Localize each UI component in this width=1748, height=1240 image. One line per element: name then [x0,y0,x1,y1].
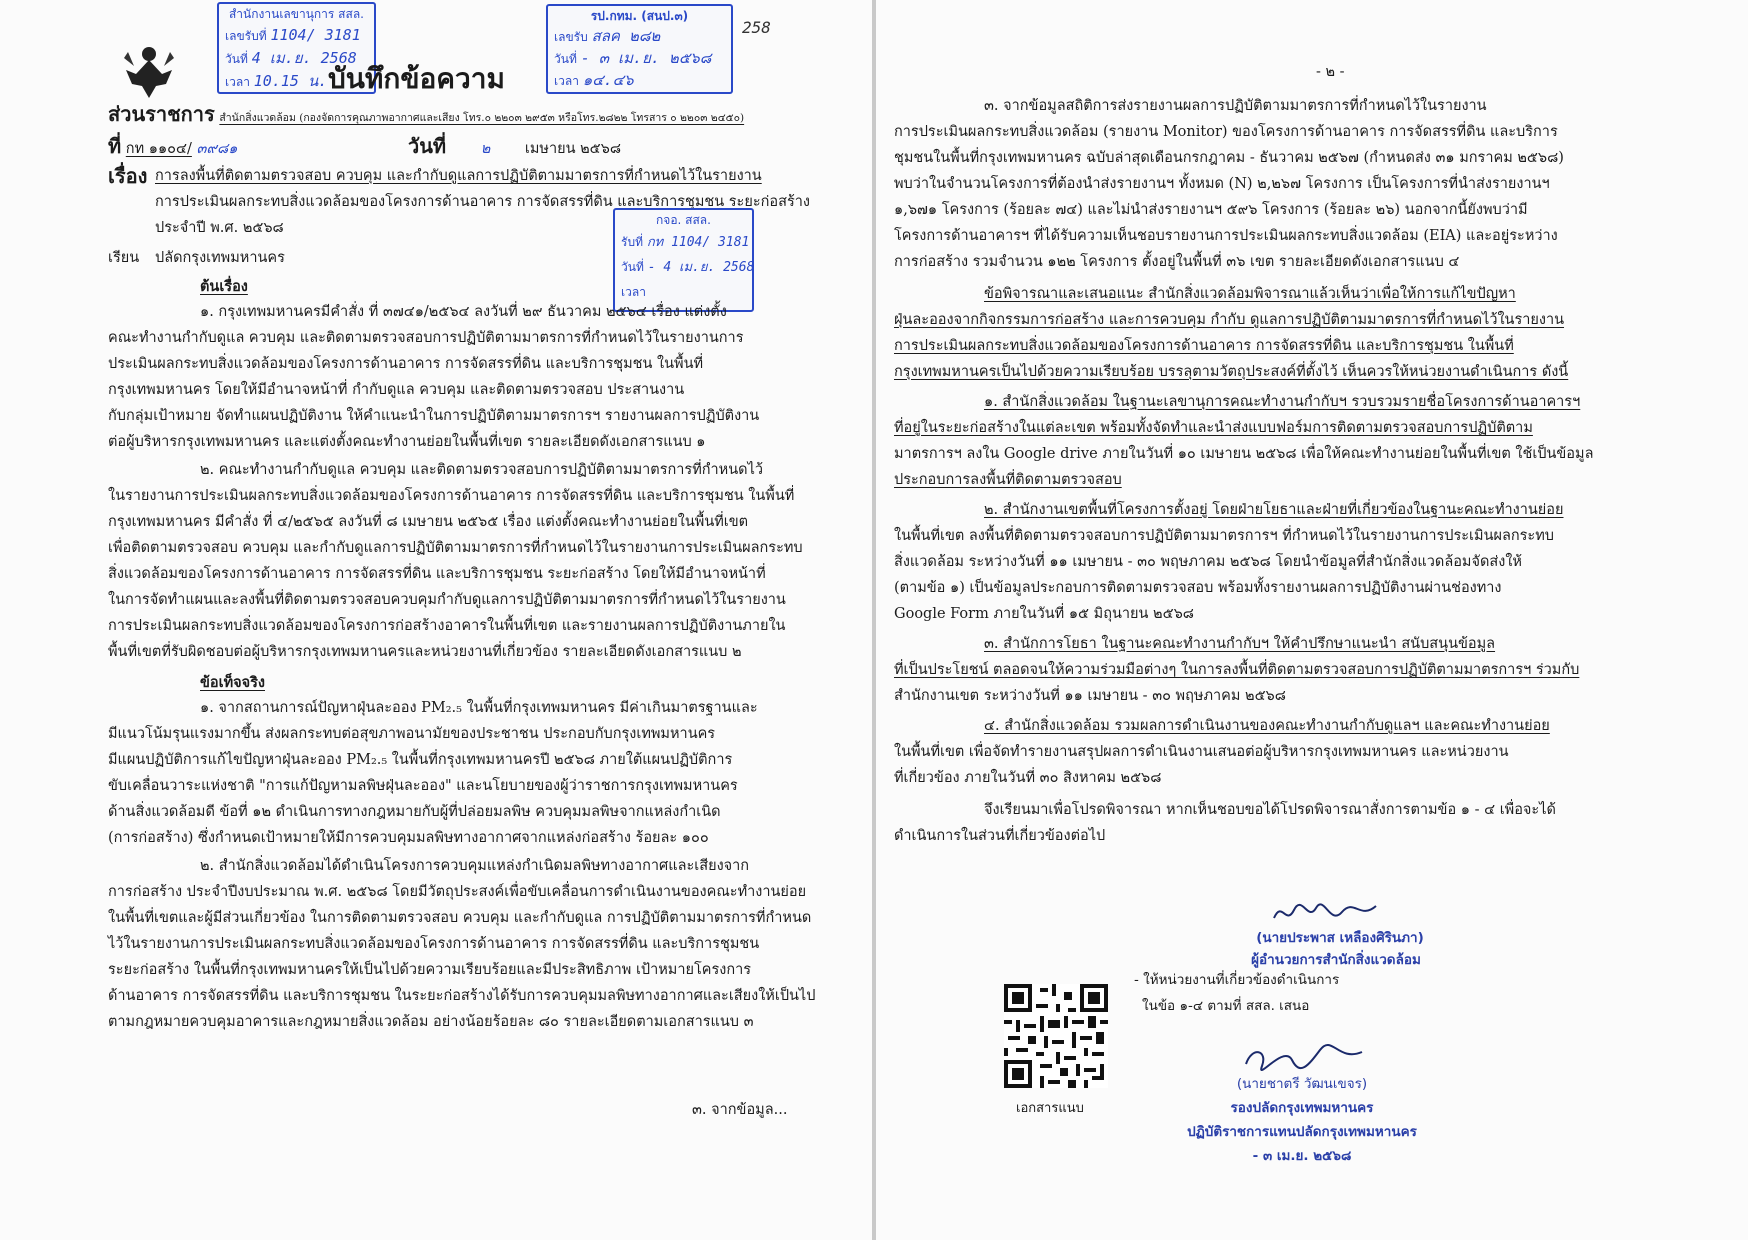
memo-page-1 [0,0,872,1240]
qr-code-icon[interactable] [1004,984,1108,1088]
date-line [408,132,621,164]
stamp-label: วันที่ [225,52,248,66]
recommend2-line: Google Form ภายในวันที่ ๑๕ มิถุนายน ๒๕๖๘ [894,606,1194,622]
recommend2-line: สิ่งแวดล้อม ระหว่างวันที่ ๑๑ เมษายน - ๓๐ พฤษภาคม ๒๕๖๘ โดยนำข้อมูลที่สำนักสิ่งแวดล้อมจัดส่งให้ [894,554,1522,570]
signer1-title: ผู้อำนวยการสำนักสิ่งแวดล้อม [1251,952,1421,968]
page-number: - ๒ - [1316,64,1345,80]
consider-line: การประเมินผลกระทบสิ่งแวดล้อมของโครงการด้านอาคาร การจัดสรรที่ดิน และบริการชุมชน ในพื้นที่ [894,338,1514,354]
signer2-name: (นายชาตรี วัฒนเขจร) [1236,1076,1368,1092]
reference-line [108,132,237,164]
para2-line: ๒. คณะทำงานกำกับดูแล ควบคุม และติดตามตรวจสอบการปฏิบัติตามมาตรการที่กำหนดไว้ [200,462,764,478]
garuda-emblem-icon [118,40,180,102]
signer2-title: รองปลัดกรุงเทพมหานคร [1230,1100,1374,1116]
stamp-label: เลขรับที่ [225,29,267,43]
fact2-line: ๒. สำนักสิ่งแวดล้อมได้ดำเนินโครงการควบคุมแหล่งกำเนิดมลพิษทางอากาศและเสียงจาก [200,858,750,874]
signature-2-scribble [1238,1036,1368,1076]
recommend3-line: ๓. สำนักการโยธา ในฐานะคณะทำงานกำกับฯ ให้คำปรึกษาแนะนำ สนับสนุนข้อมูล [984,636,1496,652]
corner-handwritten-number: 258 [742,18,771,37]
fact1-line: (การก่อสร้าง) ซึ่งกำหนดเป้าหมายให้มีการควบคุมมลพิษทางอากาศจากแหล่งก่อสร้าง ร้อยละ ๑๐๐ [108,830,709,846]
stamp-handwritten-value: 4 เม.ย. 2568 [251,49,357,67]
date-handwritten: ๒ [480,141,491,157]
recommend4-line: ๔. สำนักสิ่งแวดล้อม รวมผลการดำเนินงานของคณะทำงานกำกับดูแลฯ และคณะทำงานย่อย [984,718,1550,734]
stamp-label: วันที่ [554,52,577,66]
salutation-value: ปลัดกรุงเทพมหานคร [155,250,285,266]
para2-line: สิ่งแวดล้อมของโครงการด้านอาคาร การจัดสรรที่ดิน และบริการชุมชน ระยะก่อสร้าง โดยให้มีอำนาจหน้าที่ [108,566,766,582]
signer1-name: (นายประพาส เหลืองศิรินภา) [1256,930,1424,946]
recommend1-line: ๑. สำนักสิ่งแวดล้อม ในฐานะเลขานุการคณะทำงานกำกับฯ รวบรวมรายชื่อโครงการด้านอาคารฯ [984,394,1581,410]
department-value: สำนักสิ่งแวดล้อม (กองจัดการคุณภาพอากาศและเสียง โทร.๐ ๒๒๐๓ ๒๙๕๓ หรือโทร.๒๘๒๒ โทรสาร ๐ ๒๒๐๓ ๒๔๕๐) [219,112,745,124]
para2-line: เพื่อติดตามตรวจสอบ ควบคุม และกำกับดูแลการปฏิบัติตามมาตรการที่กำหนดไว้ในรายงานการประเมินผลกระทบ [108,540,803,556]
item3-line: การประเมินผลกระทบสิ่งแวดล้อม (รายงาน Monitor) ของโครงการด้านอาคาร การจัดสรรที่ดิน และบริการ [894,124,1558,140]
fact1-line: ขับเคลื่อนวาระแห่งชาติ "การแก้ปัญหามลพิษฝุ่นละออง" และนโยบายของผู้ว่าราชการกรุงเทพมหานคร [108,778,738,794]
para2-line: พื้นที่เขตที่รับผิดชอบต่อผู้บริหารกรุงเทพมหานครและหน่วยงานที่เกี่ยวข้อง รายละเอียดดังเอกสารแนบ ๒ [108,644,742,660]
fact1-line: มีแนวโน้มรุนแรงมากขึ้น ส่งผลกระทบต่อสุขภาพอนามัยของประชาชน ประกอบกับกรุงเทพมหานคร [108,726,716,742]
stamp-handwritten-value: - ๓ เม.ย. ๒๕๖๘ [580,49,712,67]
subject-line-2: การประเมินผลกระทบสิ่งแวดล้อมของโครงการด้านอาคาร การจัดสรรที่ดิน และบริการชุมชน ระยะก่อสร้าง [155,194,810,210]
para2-line: การประเมินผลกระทบสิ่งแวดล้อมของโครงการก่อสร้างอาคารในพื้นที่เขต และรายงานผลการปฏิบัติงานภายใน [108,618,786,634]
consider-line: ฝุ่นละอองจากกิจกรรมการก่อสร้าง และการควบคุม กำกับ ดูแลการปฏิบัติตามมาตรการที่กำหนดไว้ในรายงาน [894,312,1565,328]
stamp-header: รป.กทม. (สนป.๓) [590,9,689,23]
fact2-line: ในพื้นที่เขตและผู้มีส่วนเกี่ยวข้อง ในการติดตามตรวจสอบ ควบคุม และกำกับดูแล การปฏิบัติตามมาตรการที่กำหนด [108,910,812,926]
order-line: ในข้อ ๑-๔ ตามที่ สสล. เสนอ [1142,998,1310,1014]
qr-caption: เอกสารแนบ [1016,1101,1084,1116]
recommend2-line: ในพื้นที่เขต ลงพื้นที่ติดตามตรวจสอบการปฏิบัติตามมาตรการฯ ที่กำหนดไว้ในรายงานการประเมินผลกระทบ [894,528,1554,544]
stamp-label: เวลา [225,75,250,89]
stamp-handwritten-value: 1104/ 3181 [270,26,361,44]
reference-value: กท ๑๑๐๔/ [125,141,192,157]
recommend4-line: ที่เกี่ยวข้อง ภายในวันที่ ๓๐ สิงหาคม ๒๕๖๘ [894,770,1162,786]
recommend2-line: ๒. สำนักงานเขตพื้นที่โครงการตั้งอยู่ โดยฝ่ายโยธาและฝ่ายที่เกี่ยวข้องในฐานะคณะทำงานย่อย [984,502,1564,518]
fact2-line: ด้านอาคาร การจัดสรรที่ดิน และบริการชุมชน ในระยะก่อสร้างได้รับการควบคุมมลพิษทางอากาศและเสียงให้เป็นไป [108,988,816,1004]
recommend4-line: ในพื้นที่เขต เพื่อจัดทำรายงานสรุปผลการดำเนินงานเสนอต่อผู้บริหารกรุงเทพมหานคร และหน่วยงาน [894,744,1509,760]
salutation-label: เรียน [108,250,140,266]
department-line [108,100,744,132]
recommend1-line: มาตรการฯ ลงใน Google drive ภายในวันที่ ๑๐ เมษายน ๒๕๖๘ เพื่อให้คณะทำงานย่อยในพื้นที่เขต ใช้เป็นข้อมูล [894,446,1594,462]
stamp-handwritten-value: ๑๔.๔๖ [582,71,634,89]
stamp-header: สำนักงานเลขานุการ สสล. [228,7,364,21]
consider-line: กรุงเทพมหานครเป็นไปด้วยความเรียบร้อย บรรลุตามวัตถุประสงค์ที่ตั้งไว้ เห็นควรให้หน่วยงานดำเนินการ ดังนี้ [894,364,1569,380]
item3-line: โครงการด้านอาคารฯ ที่ได้รับความเห็นชอบรายงานการประเมินผลกระทบสิ่งแวดล้อม (EIA) และอยู่ระหว่าง [894,228,1558,244]
recommend2-line: (ตามข้อ ๑) เป็นข้อมูลประกอบการติดตามตรวจสอบ พร้อมทั้งรายงานผลการปฏิบัติงานผ่านช่องทาง [894,580,1502,596]
para2-line: ในรายงานการประเมินผลกระทบสิ่งแวดล้อมของโครงการด้านอาคาร การจัดสรรที่ดิน และบริการชุมชน ในพื้นที่ [108,488,795,504]
para1-line: ๑. กรุงเทพมหานครมีคำสั่ง ที่ ๓๗๔๑/๒๕๖๔ ลงวันที่ ๒๙ ธันวาคม ๒๕๖๔ เรื่อง แต่งตั้ง [200,304,727,320]
para2-line: ในการจัดทำแผนและลงพื้นที่ติดตามตรวจสอบควบคุมกำกับดูแลการปฏิบัติตามมาตรการที่กำหนดไว้ในรายงาน [108,592,786,608]
para1-line: ต่อผู้บริหารกรุงเทพมหานคร และแต่งตั้งคณะทำงานย่อยในพื้นที่เขต รายละเอียดดังเอกสารแนบ ๑ [108,434,706,450]
subject-line-3: ประจำปี พ.ศ. ๒๕๖๘ [155,220,284,236]
continued-marker: ๓. จากข้อมูล... [692,1102,788,1118]
receipt-stamp-bma [546,4,733,94]
recommend1-line: ประกอบการลงพื้นที่ติดตามตรวจสอบ [894,472,1122,488]
fact1-line: มีแผนปฏิบัติการแก้ไขปัญหาฝุ่นละออง PM₂.₅ ในพื้นที่กรุงเทพมหานครปี ๒๕๖๘ ภายใต้แผนปฏิบัติการ [108,752,733,768]
department-label: ส่วนราชการ [108,102,215,126]
para1-line: ประเมินผลกระทบสิ่งแวดล้อมของโครงการด้านอาคาร การจัดสรรที่ดิน และบริการชุมชน ในพื้นที่ [108,356,704,372]
para1-line: กับกลุ่มเป้าหมาย จัดทำแผนปฏิบัติงาน ให้คำแนะนำในการปฏิบัติตามมาตรการฯ รายงานผลการปฏิบัติงาน [108,408,760,424]
fact2-line: ตามกฎหมายควบคุมอาคารและกฎหมายสิ่งแวดล้อม อย่างน้อยร้อยละ ๘๐ รายละเอียดตามเอกสารแนบ ๓ [108,1014,754,1030]
stamp-label: เลขรับ [554,30,588,44]
item3-line: ๑,๖๗๑ โครงการ (ร้อยละ ๗๔) และไม่นำส่งรายงานฯ ๕๙๖ โครงการ (ร้อยละ ๒๖) นอกจากนี้ยังพบว่ามี [894,202,1528,218]
para2-line: กรุงเทพมหานคร มีคำสั่ง ที่ ๔/๒๕๖๕ ลงวันที่ ๘ เมษายน ๒๕๖๕ เรื่อง แต่งตั้งคณะทำงานย่อยในพื้นที่เขต [108,514,749,530]
closing-line: ดำเนินการในส่วนที่เกี่ยวข้องต่อไป [894,828,1106,844]
memo-page-2 [876,0,1748,1240]
stamp-label: เวลา [621,285,646,299]
date-value: เมษายน ๒๕๖๘ [524,141,622,157]
item3-line: ชุมชนในพื้นที่กรุงเทพมหานคร ฉบับล่าสุดเดือนกรกฎาคม - ธันวาคม ๒๕๖๗ (กำหนดส่ง ๓๑ มกราคม ๒๕๖๘) [894,150,1564,166]
fact1-line: ๑. จากสถานการณ์ปัญหาฝุ่นละออง PM₂.₅ ในพื้นที่กรุงเทพมหานคร มีค่าเกินมาตรฐานและ [200,700,758,716]
date-label: วันที่ [408,134,447,158]
stamp-handwritten-value: 10.15 น. [253,72,328,90]
stamp-handwritten-value: - 4 เม.ย. 2568 [647,260,755,275]
recommend1-line: ที่อยู่ในระยะก่อสร้างในแต่ละเขต พร้อมทั้งจัดทำและนำส่งแบบฟอร์มการติดตามตรวจสอบการปฏิบัติตาม [894,420,1533,436]
reference-handwritten: ๓๙๘๑ [196,141,238,157]
item3-line: พบว่าในจำนวนโครงการที่ต้องนำส่งรายงานฯ ทั้งหมด (N) ๒,๒๖๗ โครงการ เป็นโครงการที่นำส่งรายงานฯ [894,176,1550,192]
stamp-header: กจอ. สสล. [656,213,711,227]
item3-line: ๓. จากข้อมูลสถิติการส่งรายงานผลการปฏิบัติตามมาตรการที่กำหนดไว้ในรายงาน [984,98,1487,114]
signer2-role: ปฏิบัติราชการแทนปลัดกรุงเทพมหานคร [1187,1124,1417,1140]
closing-line: จึงเรียนมาเพื่อโปรดพิจารณา หากเห็นชอบขอได้โปรดพิจารณาสั่งการตามข้อ ๑ - ๔ เพื่อจะได้ [984,802,1556,818]
memo-title: บันทึกข้อความ [328,62,505,95]
stamp-label: วันที่ [621,260,644,274]
subject-line-1: การลงพื้นที่ติดตามตรวจสอบ ควบคุม และกำกับดูแลการปฏิบัติตามมาตรการที่กำหนดไว้ในรายงาน [155,168,762,184]
stamp-handwritten-value: กท 1104/ 3181 [646,235,750,250]
facts-heading: ข้อเท็จจริง [200,674,265,691]
fact2-line: การก่อสร้าง ประจำปีงบประมาณ พ.ศ. ๒๕๖๘ โดยมีวัตถุประสงค์เพื่อขับเคลื่อนการดำเนินงานของคณะทำงานย่อย [108,884,807,900]
item3-line: การก่อสร้าง รวมจำนวน ๑๒๒ โครงการ ตั้งอยู่ในพื้นที่ ๓๖ เขต รายละเอียดดังเอกสารแนบ ๔ [894,254,1460,270]
fact2-line: ไว้ในรายงานการประเมินผลกระทบสิ่งแวดล้อมของโครงการด้านอาคาร การจัดสรรที่ดิน และบริการชุมชน [108,936,760,952]
signer2-date: - ๓ เม.ย. ๒๕๖๘ [1252,1148,1352,1164]
para1-line: กรุงเทพมหานคร โดยให้มีอำนาจหน้าที่ กำกับดูแล ควบคุม และติดตามตรวจสอบ ประสานงาน [108,382,685,398]
stamp-label: เวลา [554,74,579,88]
fact2-line: ระยะก่อสร้าง ในพื้นที่กรุงเทพมหานครให้เป็นไปด้วยความเรียบร้อยและมีประสิทธิภาพ เป้าหมายโครงการ [108,962,752,978]
reference-label: ที่ [108,134,122,158]
recommend3-line: ที่เป็นประโยชน์ ตลอดจนให้ความร่วมมือต่างๆ ในการลงพื้นที่ติดตามตรวจสอบการปฏิบัติตามมาตรการฯ ร่วมกับ [894,662,1580,678]
recommend3-line: สำนักงานเขต ระหว่างวันที่ ๑๑ เมษายน - ๓๐ พฤษภาคม ๒๕๖๘ [894,688,1286,704]
para1-line: คณะทำงานกำกับดูแล ควบคุม และติดตามตรวจสอบการปฏิบัติตามมาตรการที่กำหนดไว้ในรายงานการ [108,330,744,346]
receipt-stamp-kjs [613,208,754,312]
consider-line: ข้อพิจารณาและเสนอแนะ สำนักสิ่งแวดล้อมพิจารณาแล้วเห็นว่าเพื่อให้การแก้ไขปัญหา [984,286,1516,302]
fact1-line: ด้านสิ่งแวดล้อมดี ข้อที่ ๑๒ ดำเนินการทางกฎหมายกับผู้ที่ปล่อยมลพิษ ควบคุมมลพิษจากแหล่งกำเนิด [108,804,721,820]
order-line: - ให้หน่วยงานที่เกี่ยวข้องดำเนินการ [1134,972,1340,988]
stamp-label: รับที่ [621,235,643,249]
background-heading: ต้นเรื่อง [200,278,248,295]
subject-label: เรื่อง [108,164,148,188]
stamp-handwritten-value: สลค ๒๘๒ [591,27,661,45]
